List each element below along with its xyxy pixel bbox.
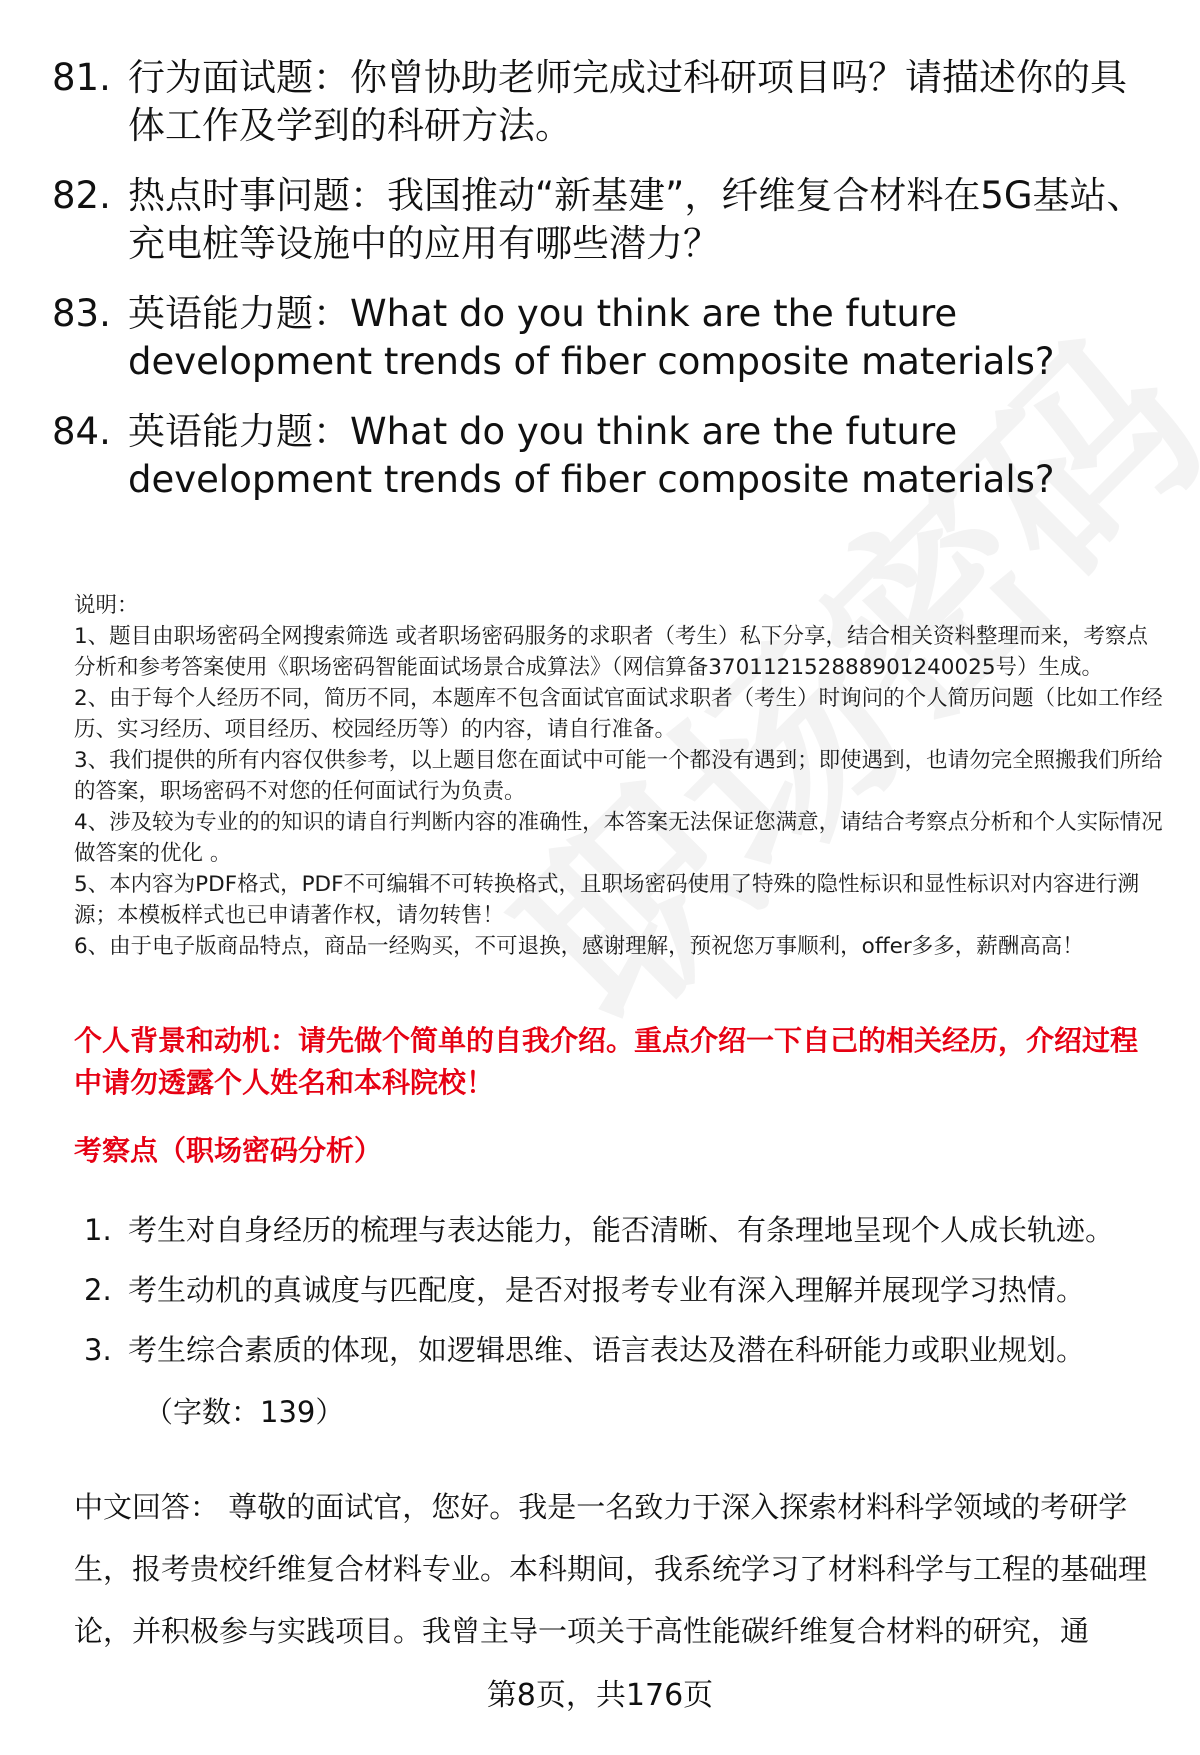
notes-item: 6、由于电子版商品特点，商品一经购买，不可退换，感谢理解，预祝您万事顺利，offer多多，薪酬高高！ (74, 934, 1084, 959)
notes-title: 说明： (74, 593, 139, 618)
kaocha-list (84, 1205, 1174, 1385)
answer-label: 中文回答： (74, 1490, 220, 1524)
list-item-text: 考生综合素质的体现，如逻辑思维、语言表达及潜在科研能力或职业规划。 (128, 1333, 1086, 1367)
word-count: （字数：139） (144, 1395, 345, 1429)
question-text: 英语能力题：What do you think are the future development trends of fiber composite materials? (128, 410, 1055, 501)
question-number: 82. (52, 174, 111, 217)
list-item-number: 2. (84, 1273, 112, 1307)
list-item-text: 考生对自身经历的梳理与表达能力，能否清晰、有条理地呈现个人成长轨迹。 (128, 1213, 1115, 1247)
notes-item: 1、题目由职场密码全网搜索筛选 或者职场密码服务的求职者（考生）私下分享，结合相关资料整理而来，考察点分析和参考答案使用《职场密码智能面试场景合成算法》（网信算备370112152888901240025号）生成。 (74, 624, 1149, 680)
section-title: 个人背景和动机：请先做个简单的自我介绍。重点介绍一下自己的相关经历，介绍过程中请勿透露个人姓名和本科院校！ (74, 1024, 1139, 1099)
notes-item: 4、涉及较为专业的的知识的请自行判断内容的准确性，本答案无法保证您满意，请结合考察点分析和个人实际情况做答案的优化 。 (74, 810, 1163, 866)
notes-item: 3、我们提供的所有内容仅供参考，以上题目您在面试中可能一个都没有遇到；即使遇到，也请勿完全照搬我们所给的答案，职场密码不对您的任何面试行为负责。 (74, 748, 1163, 804)
question-83 (52, 290, 1162, 386)
question-text: 热点时事问题：我国推动“新基建”，纤维复合材料在5G基站、充电桩等设施中的应用有哪些潜力？ (128, 174, 1144, 265)
answer-text: 尊敬的面试官，您好。我是一名致力于深入探索材料科学领域的考研学生，报考贵校纤维复合材料专业。本科期间，我系统学习了材料科学与工程的基础理论，并积极参与实践项目。我曾主导一项关于高性能碳纤维复合材料的研究，通 (74, 1490, 1148, 1648)
question-number: 83. (52, 292, 111, 335)
answer-paragraph (74, 1476, 1164, 1662)
page-footer: 第8页，共176页 (486, 1678, 714, 1713)
question-84 (52, 408, 1162, 504)
list-item (84, 1265, 1174, 1325)
notes-block (74, 590, 1164, 962)
question-number: 84. (52, 410, 111, 453)
list-item (84, 1205, 1174, 1265)
question-82 (52, 172, 1162, 268)
kaocha-title: 考察点（职场密码分析） (74, 1134, 383, 1167)
question-text: 英语能力题：What do you think are the future development trends of fiber composite materials? (128, 292, 1055, 383)
notes-item: 5、本内容为PDF格式，PDF不可编辑不可转换格式，且职场密码使用了特殊的隐性标识和显性标识对内容进行溯源；本模板样式也已申请著作权，请勿转售！ (74, 872, 1139, 928)
list-item (84, 1325, 1174, 1385)
list-item-number: 1. (84, 1213, 112, 1247)
list-item-text: 考生动机的真诚度与匹配度，是否对报考专业有深入理解并展现学习热情。 (128, 1273, 1086, 1307)
list-item-number: 3. (84, 1333, 112, 1367)
notes-item: 2、由于每个人经历不同，简历不同，本题库不包含面试官面试求职者（考生）时询问的个人简历问题（比如工作经历、实习经历、项目经历、校园经历等）的内容，请自行准备。 (74, 686, 1163, 742)
question-number: 81. (52, 56, 111, 99)
question-81 (52, 54, 1162, 150)
question-text: 行为面试题：你曾协助老师完成过科研项目吗？请描述你的具体工作及学到的科研方法。 (128, 56, 1127, 147)
